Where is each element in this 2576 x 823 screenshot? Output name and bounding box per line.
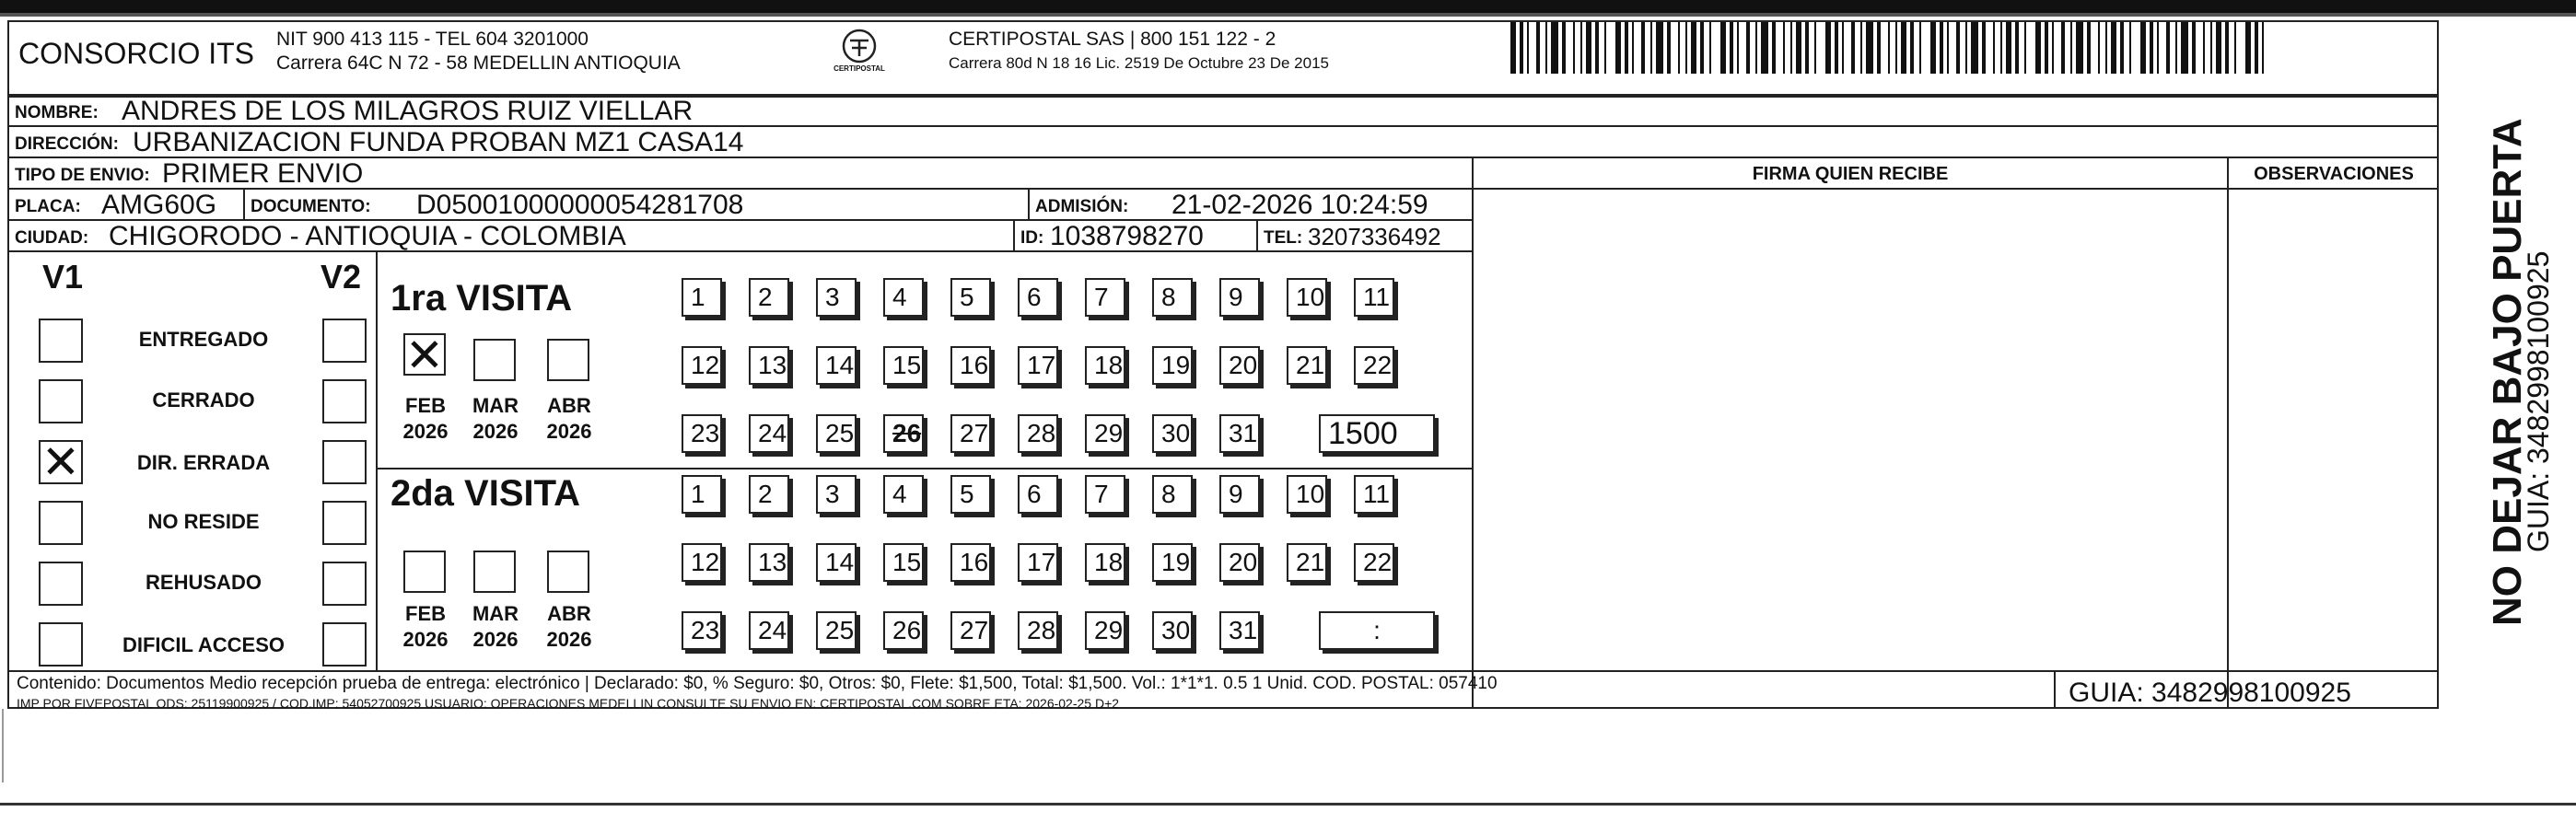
observaciones-area[interactable]: [2229, 190, 2439, 709]
footer-top-border: [7, 670, 2439, 672]
direccion-value: URBANIZACION FUNDA PROBAN MZ1 CASA14: [133, 127, 744, 157]
v1-checkbox-cerrado[interactable]: [39, 379, 83, 423]
v1-checkbox-dificil-acceso[interactable]: [39, 622, 83, 667]
first-day-8[interactable]: 8: [1152, 278, 1193, 317]
ciudad-value: CHIGORODO - ANTIOQUIA - COLOMBIA: [109, 221, 626, 251]
status-rehusado: REHUSADO: [146, 571, 262, 594]
first-day-24[interactable]: 24: [749, 414, 789, 453]
second-month-abr-box[interactable]: [547, 551, 589, 593]
first-month-feb-box[interactable]: ✕: [403, 333, 446, 376]
v2-checkbox-entregado[interactable]: [322, 319, 367, 363]
first-visit-time[interactable]: 1500: [1319, 414, 1435, 453]
first-day-4[interactable]: 4: [883, 278, 924, 317]
visit-row-divider: [376, 468, 1472, 469]
first-day-12[interactable]: 12: [682, 346, 722, 385]
id-value: 1038798270: [1050, 221, 1204, 251]
second-month-feb-box[interactable]: [403, 551, 446, 593]
first-year-feb: 2026: [402, 420, 449, 443]
first-year-mar: 2026: [472, 420, 519, 443]
first-day-14[interactable]: 14: [816, 346, 857, 385]
first-day-21[interactable]: 21: [1287, 346, 1327, 385]
second-month-feb: FEB: [405, 602, 446, 625]
status-dificil-acceso: DIFICIL ACCESO: [122, 633, 285, 656]
company-address: Carrera 64C N 72 - 58 MEDELLIN ANTIOQUIA: [276, 52, 681, 74]
side-guia: GUIA: 3482998100925: [2522, 250, 2555, 552]
footer-guia: GUIA: 3482998100925: [2069, 678, 2351, 708]
second-day-11[interactable]: 11: [1354, 475, 1394, 514]
tipo-value: PRIMER ENVIO: [162, 158, 364, 189]
first-day-10[interactable]: 10: [1287, 278, 1327, 317]
second-visit-time[interactable]: :: [1319, 611, 1435, 650]
first-day-15[interactable]: 15: [883, 346, 924, 385]
logo-text: CERTIPOSTAL: [833, 64, 885, 73]
placa-value: AMG60G: [101, 190, 217, 220]
first-month-mar-box[interactable]: [473, 339, 516, 381]
first-day-3[interactable]: 3: [816, 278, 857, 317]
courier-line: CERTIPOSTAL SAS | 800 151 122 - 2: [949, 29, 1276, 50]
first-day-27[interactable]: 27: [950, 414, 991, 453]
status-no-reside: NO RESIDE: [147, 510, 260, 533]
second-month-mar-box[interactable]: [473, 551, 516, 593]
v2-checkbox-cerrado[interactable]: [322, 379, 367, 423]
ciudad-label: CIUDAD:: [15, 228, 89, 248]
second-day-7[interactable]: 7: [1085, 475, 1125, 514]
first-day-31[interactable]: 31: [1219, 414, 1260, 453]
second-day-1[interactable]: 1: [682, 475, 722, 514]
first-day-18[interactable]: 18: [1085, 346, 1125, 385]
top-edge: [0, 0, 2576, 13]
second-day-24[interactable]: 24: [749, 611, 789, 650]
tipo-label: TIPO DE ENVIO:: [15, 166, 150, 185]
first-day-16[interactable]: 16: [950, 346, 991, 385]
direccion-label: DIRECCIÓN:: [15, 134, 119, 154]
second-day-3[interactable]: 3: [816, 475, 857, 514]
second-day-27[interactable]: 27: [950, 611, 991, 650]
company-name: CONSORCIO ITS: [18, 37, 255, 70]
v2-checkbox-dificil-acceso[interactable]: [322, 622, 367, 667]
guia-divider: [2054, 670, 2056, 709]
second-day-4[interactable]: 4: [883, 475, 924, 514]
placa-label: PLACA:: [15, 197, 81, 216]
courier-license: Carrera 80d N 18 16 Lic. 2519 De Octubre 23 De 2015: [949, 54, 1329, 72]
first-day-2[interactable]: 2: [749, 278, 789, 317]
bottom-edge-line: [0, 803, 2576, 806]
observaciones-header: OBSERVACIONES: [2229, 158, 2439, 190]
company-nit: NIT 900 413 115 - TEL 604 3201000: [276, 29, 589, 50]
second-day-2[interactable]: 2: [749, 475, 789, 514]
second-month-mar: MAR: [472, 602, 519, 625]
first-month-feb: FEB: [405, 394, 446, 417]
first-day-13[interactable]: 13: [749, 346, 789, 385]
first-day-30[interactable]: 30: [1152, 414, 1193, 453]
second-day-31[interactable]: 31: [1219, 611, 1260, 650]
no-dejar-bajo-puerta: NO DEJAR BAJO PUERTA: [2485, 118, 2530, 626]
second-day-21[interactable]: 21: [1287, 543, 1327, 582]
first-month-mar: MAR: [472, 394, 519, 417]
second-day-30[interactable]: 30: [1152, 611, 1193, 650]
direccion-cell-end: [831, 127, 2439, 158]
first-month-abr: ABR: [547, 394, 591, 417]
v2-checkbox-dir-errada[interactable]: [322, 440, 367, 484]
second-day-18[interactable]: 18: [1085, 543, 1125, 582]
nombre-label: NOMBRE:: [15, 103, 99, 122]
second-day-16[interactable]: 16: [950, 543, 991, 582]
imp-text: IMP POR FIVEPOSTAL ODS: 25119900925 / COD.IMP: 54052700925 USUARIO: OPERACIONES MEDELLIN CONSULTE SU ENVIO EN: CERTIPOSTAL.COM SOBRE ETA: 2026-02-25 D+2: [17, 696, 1120, 711]
second-year-abr: 2026: [546, 628, 592, 651]
second-day-19[interactable]: 19: [1152, 543, 1193, 582]
first-visit-title: 1ra VISITA: [390, 278, 573, 319]
documento-value: D05001000000054281708: [416, 190, 744, 220]
first-day-26[interactable]: 26: [883, 414, 924, 453]
v1-checkbox-no-reside[interactable]: [39, 501, 83, 545]
first-day-29[interactable]: 29: [1085, 414, 1125, 453]
second-day-5[interactable]: 5: [950, 475, 991, 514]
contenido-text: Contenido: Documentos Medio recepción prueba de entrega: electrónico | Declarado: $0, % Seguro: $0, Otros: $0, Flete: $1,500, Total: $1,500. Vol.: 1*1*1. 0.5 1 Unid. COD. POSTAL: 057410: [17, 674, 1498, 693]
v1-checkbox-rehusado[interactable]: [39, 562, 83, 606]
second-day-8[interactable]: 8: [1152, 475, 1193, 514]
second-day-14[interactable]: 14: [816, 543, 857, 582]
first-day-17[interactable]: 17: [1018, 346, 1058, 385]
second-day-28[interactable]: 28: [1018, 611, 1058, 650]
second-day-20[interactable]: 20: [1219, 543, 1260, 582]
row-placa: [7, 190, 1472, 221]
second-day-10[interactable]: 10: [1287, 475, 1327, 514]
tel-label: TEL:: [1264, 228, 1303, 248]
second-month-abr: ABR: [547, 602, 591, 625]
v1-checkbox-dir-errada[interactable]: ✕: [39, 440, 83, 484]
second-visit-title: 2da VISITA: [390, 473, 580, 514]
first-day-5[interactable]: 5: [950, 278, 991, 317]
second-day-26[interactable]: 26: [883, 611, 924, 650]
first-month-abr-box[interactable]: [547, 339, 589, 381]
second-day-15[interactable]: 15: [883, 543, 924, 582]
first-day-7[interactable]: 7: [1085, 278, 1125, 317]
second-day-23[interactable]: 23: [682, 611, 722, 650]
first-day-9[interactable]: 9: [1219, 278, 1260, 317]
status-dir-errada: DIR. ERRADA: [136, 451, 271, 474]
barcode: [1510, 22, 2266, 74]
visit-panel-divider: [376, 252, 378, 670]
v2-checkbox-no-reside[interactable]: [322, 501, 367, 545]
first-day-25[interactable]: 25: [816, 414, 857, 453]
documento-label: DOCUMENTO:: [251, 197, 371, 216]
second-day-9[interactable]: 9: [1219, 475, 1260, 514]
admision-value: 21-02-2026 10:24:59: [1171, 190, 1428, 220]
second-day-29[interactable]: 29: [1085, 611, 1125, 650]
v1-checkbox-entregado[interactable]: [39, 319, 83, 363]
second-year-feb: 2026: [402, 628, 449, 651]
first-day-11[interactable]: 11: [1354, 278, 1394, 317]
first-day-19[interactable]: 19: [1152, 346, 1193, 385]
first-day-1[interactable]: 1: [682, 278, 722, 317]
first-day-20[interactable]: 20: [1219, 346, 1260, 385]
left-edge-line: [2, 709, 4, 782]
nombre-value: ANDRES DE LOS MILAGROS RUIZ VIELLAR: [122, 96, 694, 126]
first-day-22[interactable]: 22: [1354, 346, 1394, 385]
second-day-25[interactable]: 25: [816, 611, 857, 650]
admision-label: ADMISIÓN:: [1035, 197, 1129, 216]
first-day-28[interactable]: 28: [1018, 414, 1058, 453]
firma-area[interactable]: [1474, 190, 2227, 709]
second-day-22[interactable]: 22: [1354, 543, 1394, 582]
second-year-mar: 2026: [472, 628, 519, 651]
second-day-12[interactable]: 12: [682, 543, 722, 582]
first-year-abr: 2026: [546, 420, 592, 443]
first-day-6[interactable]: 6: [1018, 278, 1058, 317]
firma-header: FIRMA QUIEN RECIBE: [1474, 158, 2227, 190]
id-label: ID:: [1020, 228, 1044, 248]
certipostal-logo: [815, 26, 903, 79]
v1-label: V1: [42, 258, 84, 296]
v2-checkbox-rehusado[interactable]: [322, 562, 367, 606]
first-day-23[interactable]: 23: [682, 414, 722, 453]
top-edge-shadow: [0, 13, 2576, 17]
row-tipo: [7, 158, 1472, 190]
status-cerrado: CERRADO: [152, 388, 255, 412]
second-day-17[interactable]: 17: [1018, 543, 1058, 582]
v2-label: V2: [321, 258, 362, 296]
row-ciudad: [7, 221, 1472, 252]
second-day-13[interactable]: 13: [749, 543, 789, 582]
second-day-6[interactable]: 6: [1018, 475, 1058, 514]
tel-value: 3207336492: [1308, 223, 1441, 250]
row-nombre: [7, 96, 2439, 127]
status-entregado: ENTREGADO: [138, 328, 269, 351]
